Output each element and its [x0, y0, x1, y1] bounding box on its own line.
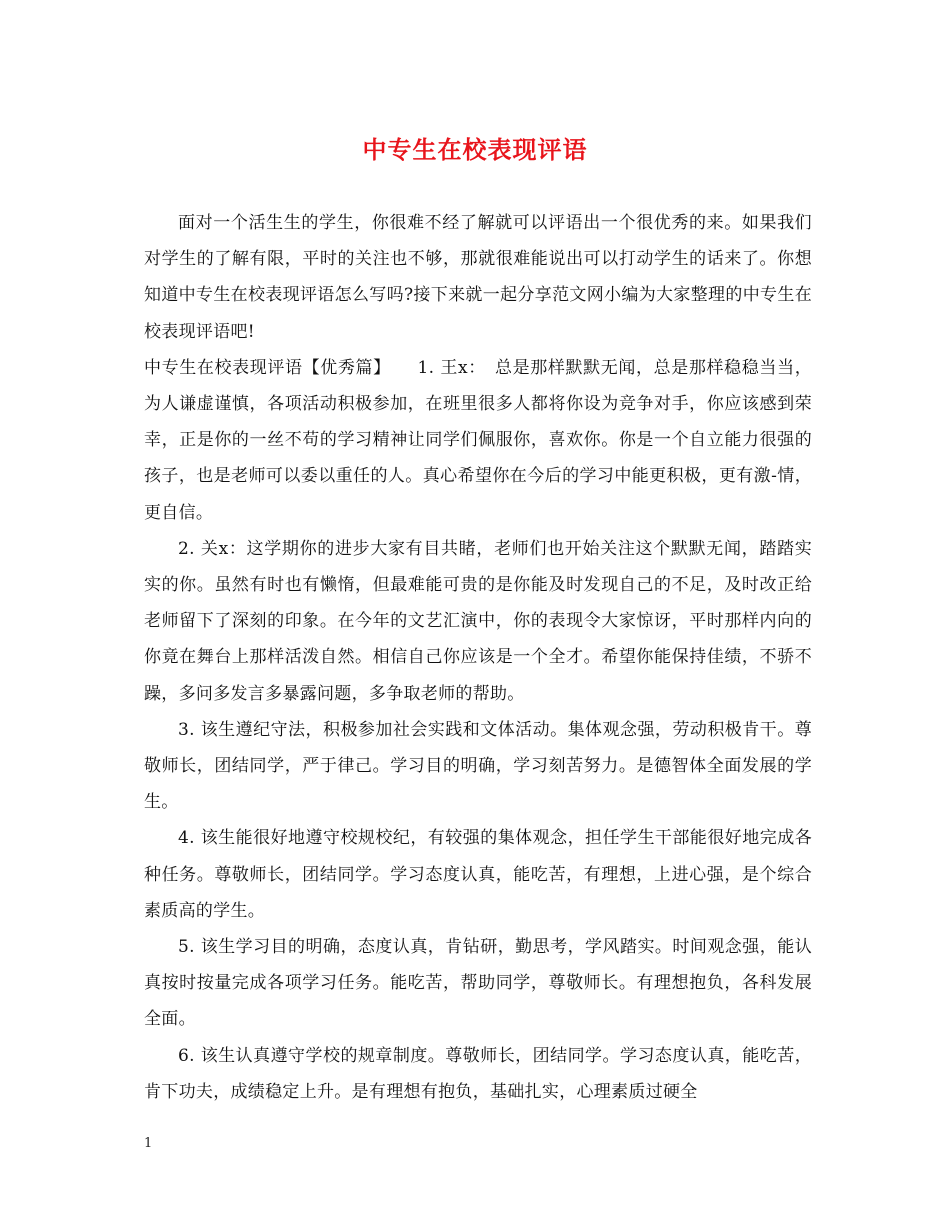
page-number: 1	[144, 1136, 153, 1151]
comment-paragraph-6: 6. 该生认真遵守学校的规章制度。尊敬师长，团结同学。学习态度认真，能吃苦，肯下功夫，成绩稳定上升。是有理想有抱负，基础扎实，心理素质过硬全	[144, 1045, 812, 1102]
intro-paragraph: 面对一个活生生的学生，你很难不经了解就可以评语出一个很优秀的来。如果我们对学生的了解有限，平时的关注也不够，那就很难能说出可以打动学生的话来了。你想知道中专生在校表现评语怎么写吗?接下来就一起分享范文网小编为大家整理的中专生在校表现评语吧!	[144, 213, 812, 342]
comment-paragraph-2: 2. 关x：这学期你的进步大家有目共睹，老师们也开始关注这个默默无闻，踏踏实实的你。虽然有时也有懒惰，但最难能可贵的是你能及时发现自己的不足，及时改正给老师留下了深刻的印象。在今年的文艺汇演中，你的表现令大家惊讶，平时那样内向的你竟在舞台上那样活泼自然。相信自己你应该是一个全才。希望你能保持佳绩，不骄不躁，多问多发言多暴露问题，多争取老师的帮助。	[144, 538, 812, 704]
document-title: 中专生在校表现评语	[362, 135, 588, 164]
comment-paragraph-5: 5. 该生学习目的明确，态度认真，肯钻研，勤思考，学风踏实。时间观念强，能认真按时按量完成各项学习任务。能吃苦，帮助同学，尊敬师长。有理想抱负，各科发展全面。	[144, 937, 812, 1030]
document-body	[144, 205, 812, 1110]
comment-paragraph-1: 中专生在校表现评语【优秀篇】 1. 王x： 总是那样默默无闻，总是那样稳稳当当，为人谦虚谨慎，各项活动积极参加，在班里很多人都将你设为竞争对手，你应该感到荣幸，正是你的一丝不苟的学习精神让同学们佩服你，喜欢你。你是一个自立能力很强的孩子，也是老师可以委以重任的人。真心希望你在今后的学习中能更积极，更有激-情，更自信。	[144, 357, 812, 523]
comment-paragraph-3: 3. 该生遵纪守法，积极参加社会实践和文体活动。集体观念强，劳动积极肯干。尊敬师长，团结同学，严于律己。学习目的明确，学习刻苦努力。是德智体全面发展的学生。	[144, 719, 812, 813]
comment-paragraph-4: 4. 该生能很好地遵守校规校纪，有较强的集体观念，担任学生干部能很好地完成各种任务。尊敬师长，团结同学。学习态度认真，能吃苦，有理想，上进心强，是个综合素质高的学生。	[144, 828, 812, 921]
